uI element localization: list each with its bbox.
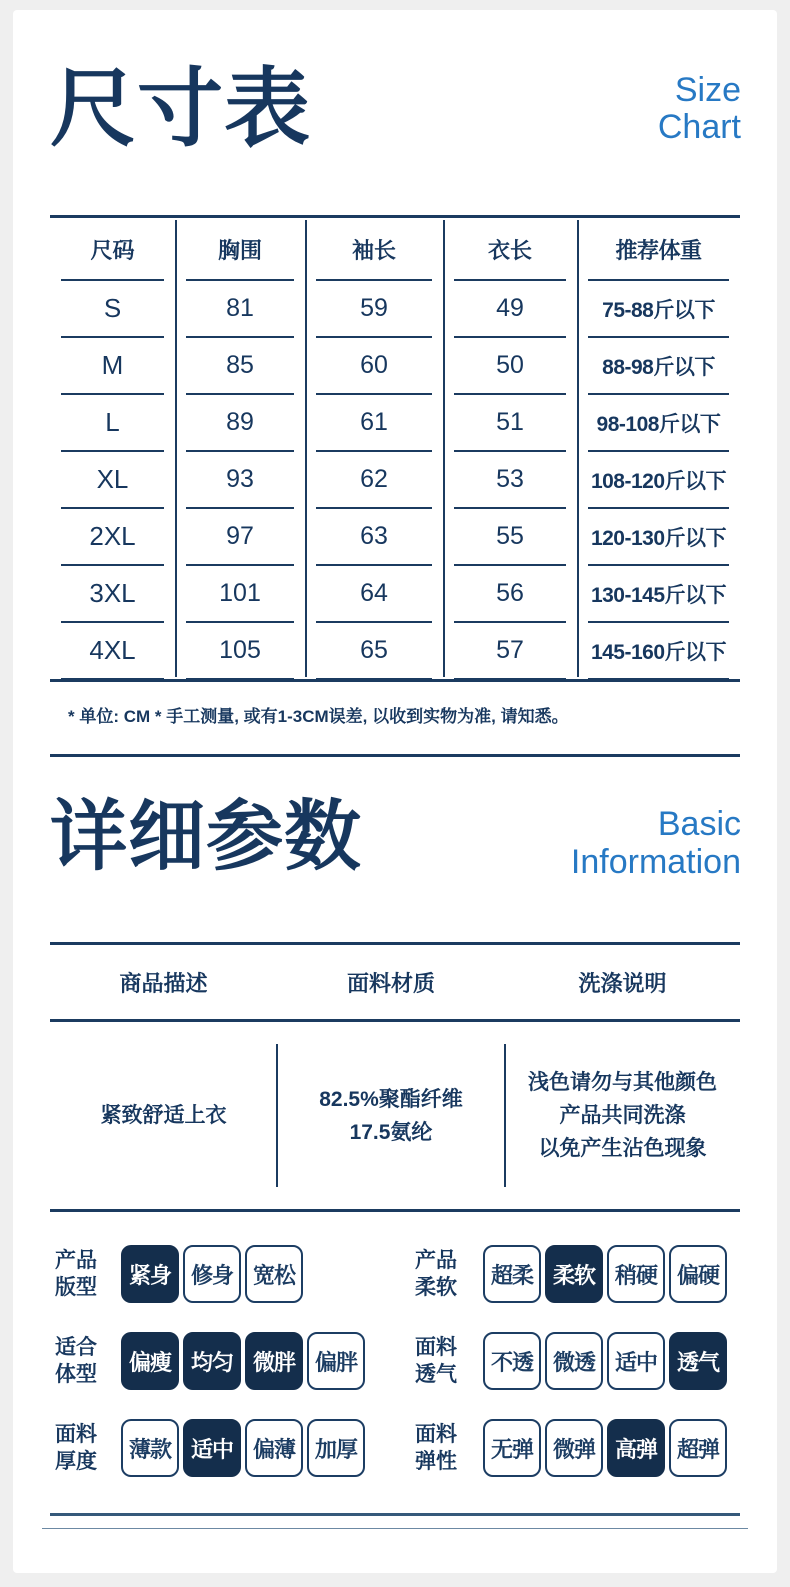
- info-value-line: 82.5%聚酯纤维: [319, 1087, 463, 1111]
- bottom-rule-thick: [50, 1513, 740, 1516]
- size-table-cell: 81: [175, 280, 305, 337]
- attribute-option-selected: 偏瘦: [121, 1332, 179, 1390]
- size-table-cell: M: [50, 337, 175, 394]
- info-column-header: 面料材质: [346, 970, 435, 996]
- size-table-cell: L: [50, 394, 175, 451]
- size-table-row: [50, 622, 740, 679]
- attribute-option-selected: 透气: [669, 1332, 727, 1390]
- size-table-cell: 57: [443, 622, 577, 679]
- attribute-option-selected: 适中: [183, 1419, 241, 1477]
- attribute-label-line: 版型: [55, 1276, 97, 1299]
- attribute-label: [415, 1334, 473, 1388]
- size-table-cell: 3XL: [50, 565, 175, 622]
- size-table-row: [50, 565, 740, 622]
- info-value-line: 浅色请勿与其他颜色: [528, 1071, 717, 1094]
- size-table-cell: 130-145斤以下: [577, 565, 740, 622]
- attribute-option: 适中: [607, 1332, 665, 1390]
- size-table-cell: 88-98斤以下: [577, 337, 740, 394]
- info-column-value: [505, 1022, 740, 1209]
- size-table-header-cell: 尺码: [50, 218, 175, 280]
- size-table-cell: 49: [443, 280, 577, 337]
- info-column-value: [277, 1022, 505, 1209]
- info-subtitle-line-1: Basic: [657, 805, 741, 843]
- size-table-cell: S: [50, 280, 175, 337]
- size-table-cell: 59: [305, 280, 443, 337]
- size-table-cell: XL: [50, 451, 175, 508]
- info-column-divider: [504, 1044, 506, 1187]
- size-table-column-divider: [305, 220, 307, 677]
- size-subtitle-line-2: Chart: [657, 108, 741, 146]
- attribute-label-line: 产品: [55, 1249, 97, 1272]
- attribute-label-line: 产品: [415, 1249, 457, 1272]
- size-section-header: [50, 50, 741, 168]
- size-table-row: [50, 508, 740, 565]
- size-table-cell: 56: [443, 565, 577, 622]
- size-table-cell: 60: [305, 337, 443, 394]
- attribute-label: [55, 1421, 113, 1475]
- attribute-option: 无弹: [483, 1419, 541, 1477]
- attribute-label-line: 面料: [415, 1423, 457, 1446]
- size-section-title: 尺寸表: [50, 61, 311, 157]
- info-column-header: 商品描述: [119, 970, 208, 996]
- size-table-cell: 85: [175, 337, 305, 394]
- info-column-divider: [276, 1044, 278, 1187]
- info-column-header: 洗涤说明: [578, 970, 667, 996]
- attribute-option-selected: 微胖: [245, 1332, 303, 1390]
- size-table-cell: 75-88斤以下: [577, 280, 740, 337]
- size-table-cell: 98-108斤以下: [577, 394, 740, 451]
- attribute-row: [55, 1245, 369, 1303]
- attribute-option: 宽松: [245, 1245, 303, 1303]
- size-table-header-row: [50, 218, 740, 280]
- attribute-label: [415, 1247, 473, 1301]
- info-header-row: [50, 942, 740, 1022]
- attribute-label-line: 体型: [55, 1363, 97, 1386]
- size-table-header-cell: 袖长: [305, 218, 443, 280]
- size-table-cell: 2XL: [50, 508, 175, 565]
- size-table-cell: 62: [305, 451, 443, 508]
- attribute-group-right: [415, 1245, 731, 1477]
- size-table-cell: 93: [175, 451, 305, 508]
- info-value-line: 产品共同洗涤: [559, 1104, 686, 1127]
- attribute-option: 超弹: [669, 1419, 727, 1477]
- size-table-header-cell: 推荐体重: [577, 218, 740, 280]
- attribute-group-left: [55, 1245, 369, 1477]
- attribute-row: [415, 1245, 731, 1303]
- info-section-header: [50, 780, 741, 895]
- size-table-cell: 51: [443, 394, 577, 451]
- size-table: [50, 215, 740, 682]
- size-table-column-divider: [577, 220, 579, 677]
- attribute-label-line: 弹性: [415, 1450, 457, 1473]
- attribute-option: 偏胖: [307, 1332, 365, 1390]
- info-column-value: [50, 1022, 277, 1209]
- size-table-row: [50, 337, 740, 394]
- attribute-option-selected: 柔软: [545, 1245, 603, 1303]
- size-table-cell: 120-130斤以下: [577, 508, 740, 565]
- attribute-label-line: 面料: [415, 1336, 457, 1359]
- size-table-cell: 89: [175, 394, 305, 451]
- attribute-option: 不透: [483, 1332, 541, 1390]
- size-table-row: [50, 394, 740, 451]
- size-subtitle-line-1: Size: [674, 71, 741, 109]
- size-table-cell: 97: [175, 508, 305, 565]
- size-section-subtitle: [658, 72, 741, 146]
- attribute-option: 修身: [183, 1245, 241, 1303]
- section-divider: [50, 754, 740, 757]
- size-table-cell: 4XL: [50, 622, 175, 679]
- size-table-cell: 64: [305, 565, 443, 622]
- size-table-header-cell: 衣长: [443, 218, 577, 280]
- attribute-option: 薄款: [121, 1419, 179, 1477]
- size-table-column-divider: [443, 220, 445, 677]
- size-table-cell: 145-160斤以下: [577, 622, 740, 679]
- info-value-line: 紧致舒适上衣: [100, 1104, 227, 1127]
- size-table-row: [50, 280, 740, 337]
- info-value-line: 17.5氨纶: [349, 1120, 433, 1144]
- attribute-row: [55, 1332, 369, 1390]
- attribute-label-line: 适合: [55, 1336, 97, 1359]
- attribute-label-line: 厚度: [55, 1450, 97, 1473]
- size-table-cell: 63: [305, 508, 443, 565]
- size-table-cell: 50: [443, 337, 577, 394]
- size-table-header-cell: 胸围: [175, 218, 305, 280]
- content-card: [13, 10, 777, 1573]
- size-table-cell: 53: [443, 451, 577, 508]
- attribute-label: [55, 1247, 113, 1301]
- bottom-rule-thin: [42, 1528, 748, 1529]
- size-table-cell: 108-120斤以下: [577, 451, 740, 508]
- attribute-option: 微透: [545, 1332, 603, 1390]
- size-table-cell: 61: [305, 394, 443, 451]
- size-table-footnote: * 单位: CM * 手工测量, 或有1-3CM误差, 以收到实物为准, 请知悉。: [68, 707, 569, 726]
- size-table-row: [50, 451, 740, 508]
- attribute-label-line: 面料: [55, 1423, 97, 1446]
- size-table-column-divider: [175, 220, 177, 677]
- attribute-label: [55, 1334, 113, 1388]
- attribute-row: [415, 1332, 731, 1390]
- size-table-cell: 55: [443, 508, 577, 565]
- info-section-title: 详细参数: [50, 794, 362, 880]
- attribute-option-selected: 紧身: [121, 1245, 179, 1303]
- info-body-row: [50, 1022, 740, 1212]
- info-section-subtitle: [571, 805, 741, 881]
- size-table-cell: 101: [175, 565, 305, 622]
- attribute-option: 超柔: [483, 1245, 541, 1303]
- attribute-option: 稍硬: [607, 1245, 665, 1303]
- attribute-option: 偏硬: [669, 1245, 727, 1303]
- attribute-option-selected: 均匀: [183, 1332, 241, 1390]
- attribute-label-line: 透气: [415, 1363, 457, 1386]
- info-table: [50, 942, 740, 1212]
- attribute-label: [415, 1421, 473, 1475]
- attribute-option: 偏薄: [245, 1419, 303, 1477]
- info-value-line: 以免产生沾色现象: [538, 1137, 707, 1160]
- attribute-option-selected: 高弹: [607, 1419, 665, 1477]
- attribute-option: 加厚: [307, 1419, 365, 1477]
- size-table-cell: 105: [175, 622, 305, 679]
- info-subtitle-line-2: Information: [570, 843, 741, 881]
- attribute-option: 微弹: [545, 1419, 603, 1477]
- size-table-cell: 65: [305, 622, 443, 679]
- attribute-row: [415, 1419, 731, 1477]
- attribute-label-line: 柔软: [415, 1276, 457, 1299]
- attribute-row: [55, 1419, 369, 1477]
